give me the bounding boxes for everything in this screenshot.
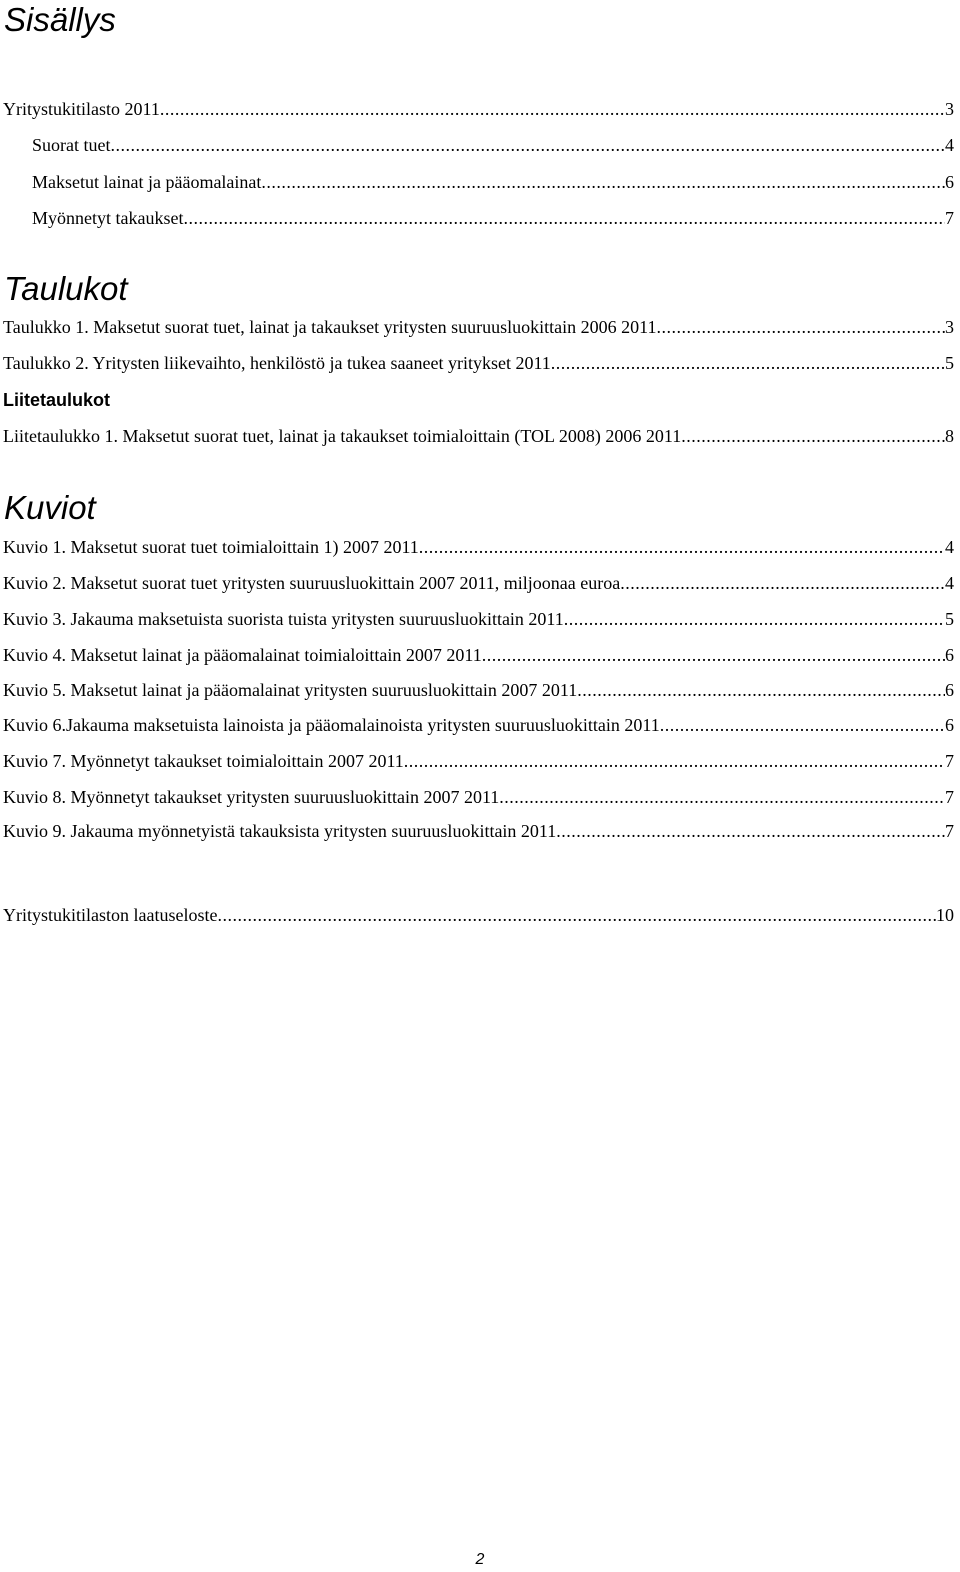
toc-entry-liitetaulukko-1[interactable] [3,425,954,447]
toc-entry-kuvio-1[interactable] [3,536,954,558]
toc-entry-taulukko-1[interactable] [3,316,954,338]
entry-page-number: 6 [945,715,954,735]
dot-leader [551,352,945,374]
dot-leader [660,714,945,736]
dot-leader [111,134,946,156]
entry-title: Kuvio 1. Maksetut suorat tuet toimialoittain 1) 2007 2011 [3,537,419,557]
entry-title: Maksetut lainat ja pääomalainat [32,172,262,192]
toc-entry-kuvio-3[interactable] [3,608,954,630]
dot-leader [160,98,945,120]
dot-leader [499,786,945,808]
entry-page-number: 4 [945,537,954,557]
entry-title: Kuvio 2. Maksetut suorat tuet yritysten suuruusluokittain 2007 2011, miljoonaa euroa [3,573,621,593]
entry-title: Yritystukitilaston laatuseloste [3,905,218,925]
entry-title: Yritystukitilasto 2011 [3,99,160,119]
toc-entry-laatuseloste[interactable] [3,904,954,926]
entry-title: Myönnetyt takaukset [32,208,184,228]
entry-title: Kuvio 4. Maksetut lainat ja pääomalainat toimialoittain 2007 2011 [3,645,482,665]
toc-entry-maksetut-lainat[interactable] [32,171,954,193]
entry-page-number: 3 [945,317,954,337]
dot-leader [419,536,945,558]
toc-entry-kuvio-4[interactable] [3,644,954,666]
toc-entry-kuvio-7[interactable] [3,750,954,772]
entry-title: Kuvio 8. Myönnetyt takaukset yritysten suuruusluokittain 2007 2011 [3,787,500,807]
dot-leader [620,572,945,594]
entry-title: Suorat tuet [32,135,111,155]
entry-page-number: 10 [936,905,954,925]
entry-title: Kuvio 3. Jakauma maksetuista suorista tuista yritysten suuruusluokittain 2011 [3,609,564,629]
entry-title: Taulukko 1. Maksetut suorat tuet, lainat ja takaukset yritysten suuruusluokittain 2006 2011 [3,317,657,337]
toc-entry-kuvio-9[interactable] [3,820,954,842]
entry-page-number: 6 [945,645,954,665]
dot-leader [577,679,945,701]
dot-leader [681,425,945,447]
entry-page-number: 8 [945,426,954,446]
entry-page-number: 4 [945,573,954,593]
entry-page-number: 4 [945,135,954,155]
toc-entry-kuvio-6[interactable] [3,714,954,736]
dot-leader [404,750,945,772]
entry-title: Kuvio 6.Jakauma maksetuista lainoista ja pääomalainoista yritysten suuruusluokittain 2011 [3,715,660,735]
dot-leader [183,207,945,229]
entry-page-number: 5 [945,353,954,373]
entry-page-number: 7 [945,787,954,807]
toc-entry-suorat-tuet[interactable] [32,134,954,156]
entry-page-number: 7 [945,821,954,841]
entry-title: Kuvio 5. Maksetut lainat ja pääomalainat yritysten suuruusluokittain 2007 2011 [3,680,578,700]
entry-page-number: 5 [945,609,954,629]
page-title: Sisällys [4,1,116,38]
figures-heading: Kuviot [4,489,96,526]
toc-entry-myonnetyt-takaukset[interactable] [32,207,954,229]
entry-title: Kuvio 9. Jakauma myönnetyistä takauksista yritysten suuruusluokittain 2011 [3,821,557,841]
entry-title: Kuvio 7. Myönnetyt takaukset toimialoittain 2007 2011 [3,751,404,771]
appendix-tables-heading: Liitetaulukot [3,390,110,410]
dot-leader [217,904,936,926]
footer-page-number: 2 [475,1551,485,1568]
toc-entry-kuvio-2[interactable] [3,572,954,594]
dot-leader [556,820,945,842]
tables-heading: Taulukot [4,270,128,307]
entry-title: Liitetaulukko 1. Maksetut suorat tuet, lainat ja takaukset toimialoittain (TOL 2008) 2006 2011 [3,426,682,446]
toc-entry-kuvio-5[interactable] [3,679,954,701]
toc-entry-yritystukitilasto[interactable] [3,98,954,120]
entry-page-number: 6 [945,172,954,192]
dot-leader [656,316,945,338]
entry-page-number: 7 [945,208,954,228]
dot-leader [482,644,945,666]
toc-entry-taulukko-2[interactable] [3,352,954,374]
entry-page-number: 3 [945,99,954,119]
entry-title: Taulukko 2. Yritysten liikevaihto, henkilöstö ja tukea saaneet yritykset 2011 [3,353,551,373]
dot-leader [564,608,945,630]
dot-leader [261,171,945,193]
toc-entry-kuvio-8[interactable] [3,786,954,808]
entry-page-number: 7 [945,751,954,771]
entry-page-number: 6 [945,680,954,700]
